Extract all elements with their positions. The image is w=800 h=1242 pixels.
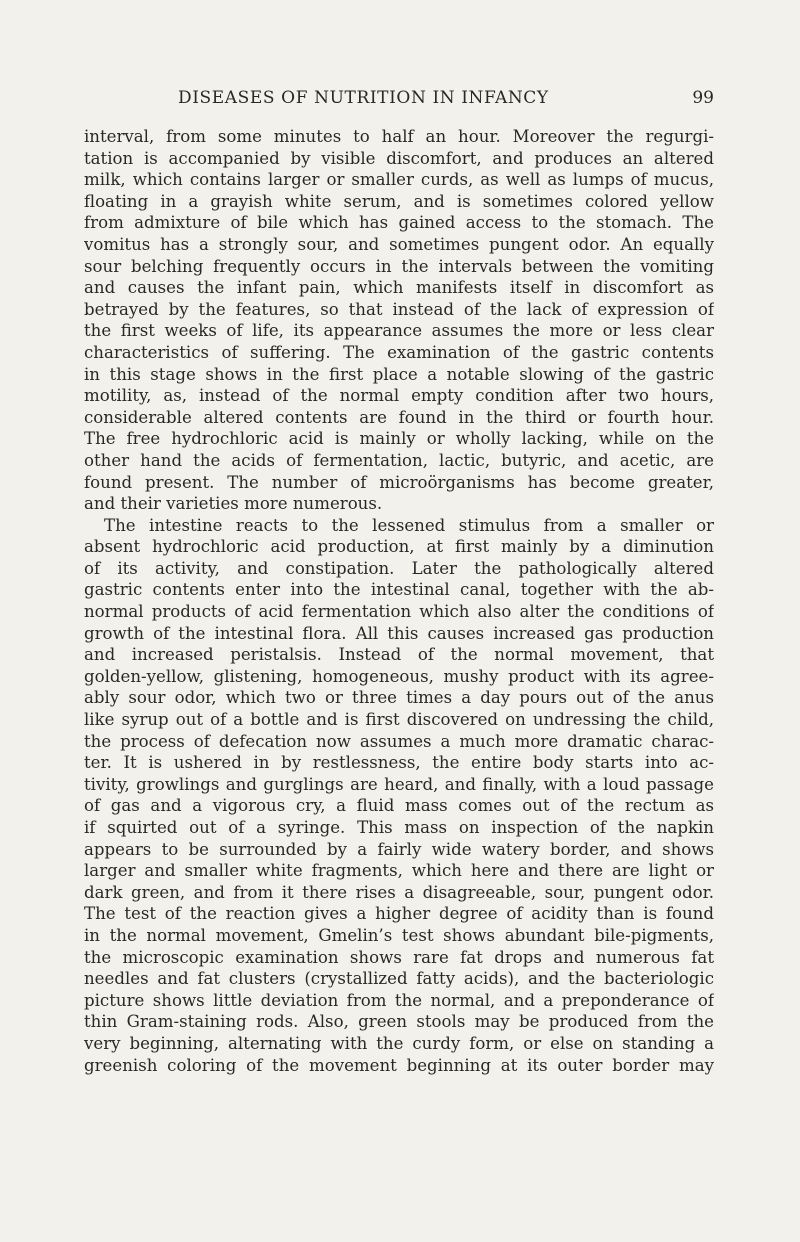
text-line: absent hydrochloric acid production, at first mainly by a diminution — [84, 537, 714, 557]
text-line: the first weeks of life, its appearance assumes the more or less clear — [84, 321, 714, 341]
text-line: and increased peristalsis. Instead of the normal movement, that — [84, 645, 714, 665]
text-line: and their varieties more numerous. — [84, 494, 383, 514]
text-line: dark green, and from it there rises a disagreeable, sour, pungent odor. — [84, 882, 714, 902]
text-line: floating in a grayish white serum, and is sometimes colored yellow — [84, 191, 714, 211]
text-line: of gas and a vigorous cry, a fluid mass comes out of the rectum as — [84, 796, 714, 816]
text-line: milk, which contains larger or smaller curds, as well as lumps of mucus, — [84, 170, 714, 190]
running-head — [0, 88, 800, 112]
text-line: thin Gram-staining rods. Also, green stools may be produced from the — [84, 1012, 714, 1032]
paragraph — [84, 126, 714, 515]
text-line: larger and smaller white fragments, which here and there are light or — [84, 861, 714, 881]
text-line: sour belching frequently occurs in the intervals between the vomiting — [84, 256, 714, 276]
text-line: if squirted out of a syringe. This mass on inspection of the napkin — [84, 818, 714, 837]
text-line: like syrup out of a bottle and is first discovered on undressing the child, — [84, 710, 714, 730]
text-line: characteristics of suffering. The examination of the gastric contents — [84, 342, 714, 362]
text-line: in this stage shows in the first place a notable slowing of the gastric — [84, 364, 714, 384]
text-line: interval, from some minutes to half an hour. Moreover the regurgi- — [84, 127, 714, 146]
text-line: very beginning, alternating with the curdy form, or else on standing a — [84, 1033, 714, 1053]
text-line: vomitus has a strongly sour, and sometimes pungent odor. An equally — [84, 234, 714, 254]
text-line: greenish coloring of the movement beginning at its outer border may — [84, 1055, 714, 1075]
page-number: 99 — [692, 88, 714, 108]
text-line: and causes the infant pain, which manifests itself in discomfort as — [84, 278, 714, 298]
text-line: The intestine reacts to the lessened stimulus from a smaller or — [104, 515, 714, 535]
text-line: appears to be surrounded by a fairly wide watery border, and shows — [84, 839, 714, 859]
body-text — [84, 126, 714, 1076]
text-line: from admixture of bile which has gained access to the stomach. The — [84, 213, 714, 233]
text-line: the process of defecation now assumes a much more dramatic charac- — [84, 731, 714, 751]
text-line: growth of the intestinal flora. All this causes increased gas production — [84, 623, 714, 643]
text-line: of its activity, and constipation. Later the pathologically altered — [84, 558, 714, 578]
text-line: found present. The number of microörganisms has become greater, — [84, 472, 714, 492]
text-line: needles and fat clusters (crystallized fatty acids), and the bacteriologic — [84, 969, 714, 989]
text-line: The free hydrochloric acid is mainly or wholly lacking, while on the — [84, 429, 714, 449]
text-line: tation is accompanied by visible discomfort, and produces an altered — [84, 148, 714, 168]
text-line: motility, as, instead of the normal empty condition after two hours, — [84, 386, 714, 406]
text-line: The test of the reaction gives a higher degree of acidity than is found — [84, 904, 714, 924]
text-line: golden-yellow, glistening, homogeneous, mushy product with its agree- — [84, 666, 714, 686]
text-line: other hand the acids of fermentation, lactic, butyric, and acetic, are — [84, 450, 714, 470]
paragraph — [84, 515, 714, 1076]
text-line: picture shows little deviation from the normal, and a preponderance of — [84, 990, 714, 1010]
text-line: ter. It is ushered in by restlessness, the entire body starts into ac- — [84, 753, 714, 773]
text-line: gastric contents enter into the intestinal canal, together with the ab- — [84, 580, 714, 600]
text-line: betrayed by the features, so that instead of the lack of expression of — [84, 299, 714, 319]
text-line: tivity, growlings and gurglings are heard, and finally, with a loud passage — [84, 774, 714, 794]
text-line: normal products of acid fermentation which also alter the conditions of — [84, 602, 714, 622]
running-title: DISEASES OF NUTRITION IN INFANCY — [178, 88, 549, 108]
text-line: considerable altered contents are found in the third or fourth hour. — [84, 407, 714, 427]
text-line: in the normal movement, Gmelin’s test shows abundant bile-pigments, — [84, 925, 714, 945]
text-line: the microscopic examination shows rare fat drops and numerous fat — [84, 947, 714, 967]
text-line: ably sour odor, which two or three times a day pours out of the anus — [84, 688, 714, 708]
